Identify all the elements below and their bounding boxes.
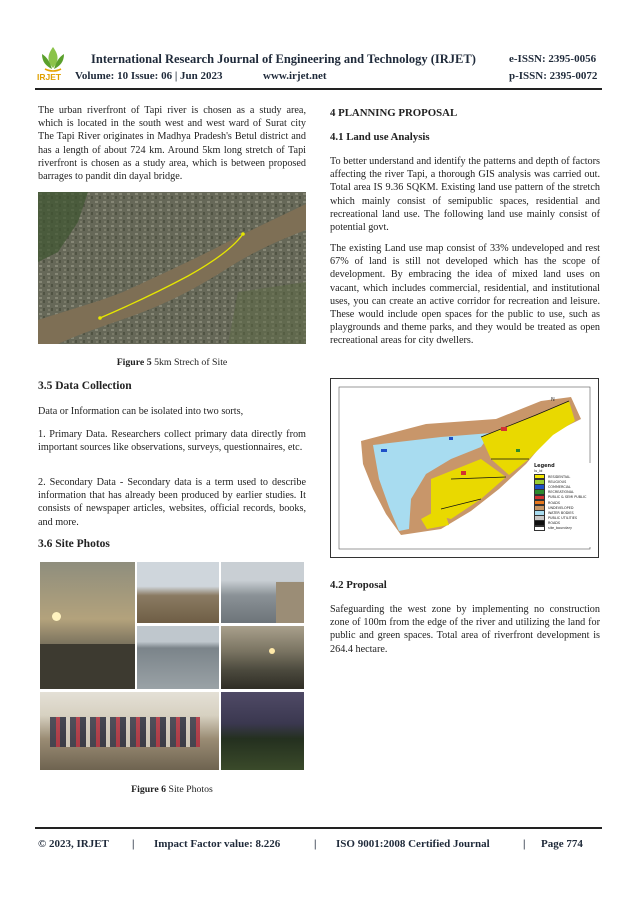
footer-rule xyxy=(35,827,602,829)
intro-paragraph: The urban riverfront of Tapi river is chosen as a study area, which is located in the south west and west ward of Surat city The Tapi River originates in Madhya Pradesh's Betul district and has a length of about 724 km. Around 5km long stretch of Tapi riverfront is chosen as a study area, which is between proposed barrages to pandit din dayal bridge. xyxy=(38,105,306,183)
footer-iso: ISO 9001:2008 Certified Journal xyxy=(336,838,490,850)
journal-logo xyxy=(36,44,70,82)
legend-label: PUBLIC UTILITIES xyxy=(548,516,577,521)
figure-6-caption xyxy=(38,784,306,795)
legend-subtitle: lu_id xyxy=(534,469,543,473)
sec42-paragraph-1: Safeguarding the west zone by implementing no construction zone of 100m from the edge of the river and utilizing the land for public and green spaces. Total area of riverfront development is 264.4 hectare. xyxy=(330,604,600,655)
legend-label: PUBLIC & SEMI PUBLIC xyxy=(548,495,587,500)
figure-6-label: Figure 6 xyxy=(131,784,167,795)
legend-label: RELIGIOUS xyxy=(548,479,567,484)
section-3-5-heading: 3.5 Data Collection xyxy=(38,380,132,392)
land-use-map xyxy=(330,378,599,558)
photo-group-people xyxy=(40,692,219,770)
sec35-paragraph-2: 1. Primary Data. Researchers collect primary data directly from important sources like observations, surveys, questionnaires, etc. xyxy=(38,429,306,454)
website-link[interactable]: www.irjet.net xyxy=(263,70,327,82)
e-issn: e-ISSN: 2395-0056 xyxy=(509,53,597,65)
sec41-paragraph-2: The existing Land use map consist of 33% undeveloped and rest 67% of land is still not developed which has the scope of development. By embracing the idea of mixed land uses on vacant, which includes commercial, residential, and institutional uses, you can create an active corridor for recreation and leisure. These would include open spaces for the public to use, such as playgrounds and theme parks, and they would be treated as open recreational areas for city dwellers. xyxy=(330,243,600,347)
photo-sunset-river xyxy=(40,562,135,689)
figure-5-caption-text: 5km Strech of Site xyxy=(151,357,228,368)
sec35-paragraph-1: Data or Information can be isolated into two sorts, xyxy=(38,406,244,417)
p-issn: p-ISSN: 2395-0072 xyxy=(509,70,598,82)
footer-page-number: Page 774 xyxy=(541,838,583,850)
photo-night-riverbank xyxy=(221,692,304,770)
section-4-2-heading: 4.2 Proposal xyxy=(330,579,387,591)
figure-6-photo-collage xyxy=(38,560,306,772)
figure-5-caption xyxy=(38,357,306,368)
legend-label: UNDEVELOPED xyxy=(548,505,574,510)
figure-6-caption-text: Site Photos xyxy=(166,784,213,795)
legend-label: COMMERCIAL xyxy=(548,484,571,489)
footer-copyright: © 2023, IRJET xyxy=(38,838,109,850)
footer-impact-factor: Impact Factor value: 8.226 xyxy=(154,838,281,850)
volume-issue: Volume: 10 Issue: 06 | Jun 2023 xyxy=(75,70,223,82)
map-legend xyxy=(534,463,592,547)
legend-title: Legend xyxy=(534,463,555,469)
logo-text: IRJET xyxy=(37,72,62,82)
photo-river-steps xyxy=(221,562,304,623)
sec35-paragraph-3: 2. Secondary Data - Secondary data is a term used to describe information that has already been produced by earlier studies. It consists of newspaper articles, websites, official records, books, and more. xyxy=(38,477,306,528)
figure-5-satellite-image xyxy=(38,192,306,344)
legend-label: WATER BODIES xyxy=(548,510,574,515)
footer-separator: | xyxy=(523,838,526,850)
legend-label: site_boundary xyxy=(548,526,572,531)
legend-label: ROADS xyxy=(548,500,561,505)
sec41-paragraph-1: To better understand and identify the patterns and depth of factors affecting the river Tapi, a thorough GIS analysis was carried out. Total area IS 9.36 SQKM. Existing land use pattern of the stretch which mainly consist of semipublic spaces, residential and recreational land use. The following land use mainly consist of potential govt. xyxy=(330,156,600,234)
photo-river-calm xyxy=(137,626,219,689)
legend-swatch xyxy=(534,526,545,532)
photo-river-dusk xyxy=(221,626,304,689)
north-arrow: N xyxy=(551,397,555,403)
figure-5-label: Figure 5 xyxy=(116,357,152,368)
footer-separator: | xyxy=(314,838,317,850)
legend-item xyxy=(534,526,592,531)
photo-riverbank-debris xyxy=(137,562,219,623)
footer-separator: | xyxy=(132,838,135,850)
section-4-1-heading: 4.1 Land use Analysis xyxy=(330,131,430,143)
section-3-6-heading: 3.6 Site Photos xyxy=(38,538,110,550)
header-rule xyxy=(35,88,602,90)
section-4-heading: 4 PLANNING PROPOSAL xyxy=(330,107,458,119)
legend-label: RESIDENTIAL xyxy=(548,474,571,479)
journal-title: International Research Journal of Engineering and Technology (IRJET) xyxy=(91,52,476,66)
legend-label: RECREATIONAL xyxy=(548,490,574,495)
legend-label: ROADS xyxy=(548,521,561,526)
